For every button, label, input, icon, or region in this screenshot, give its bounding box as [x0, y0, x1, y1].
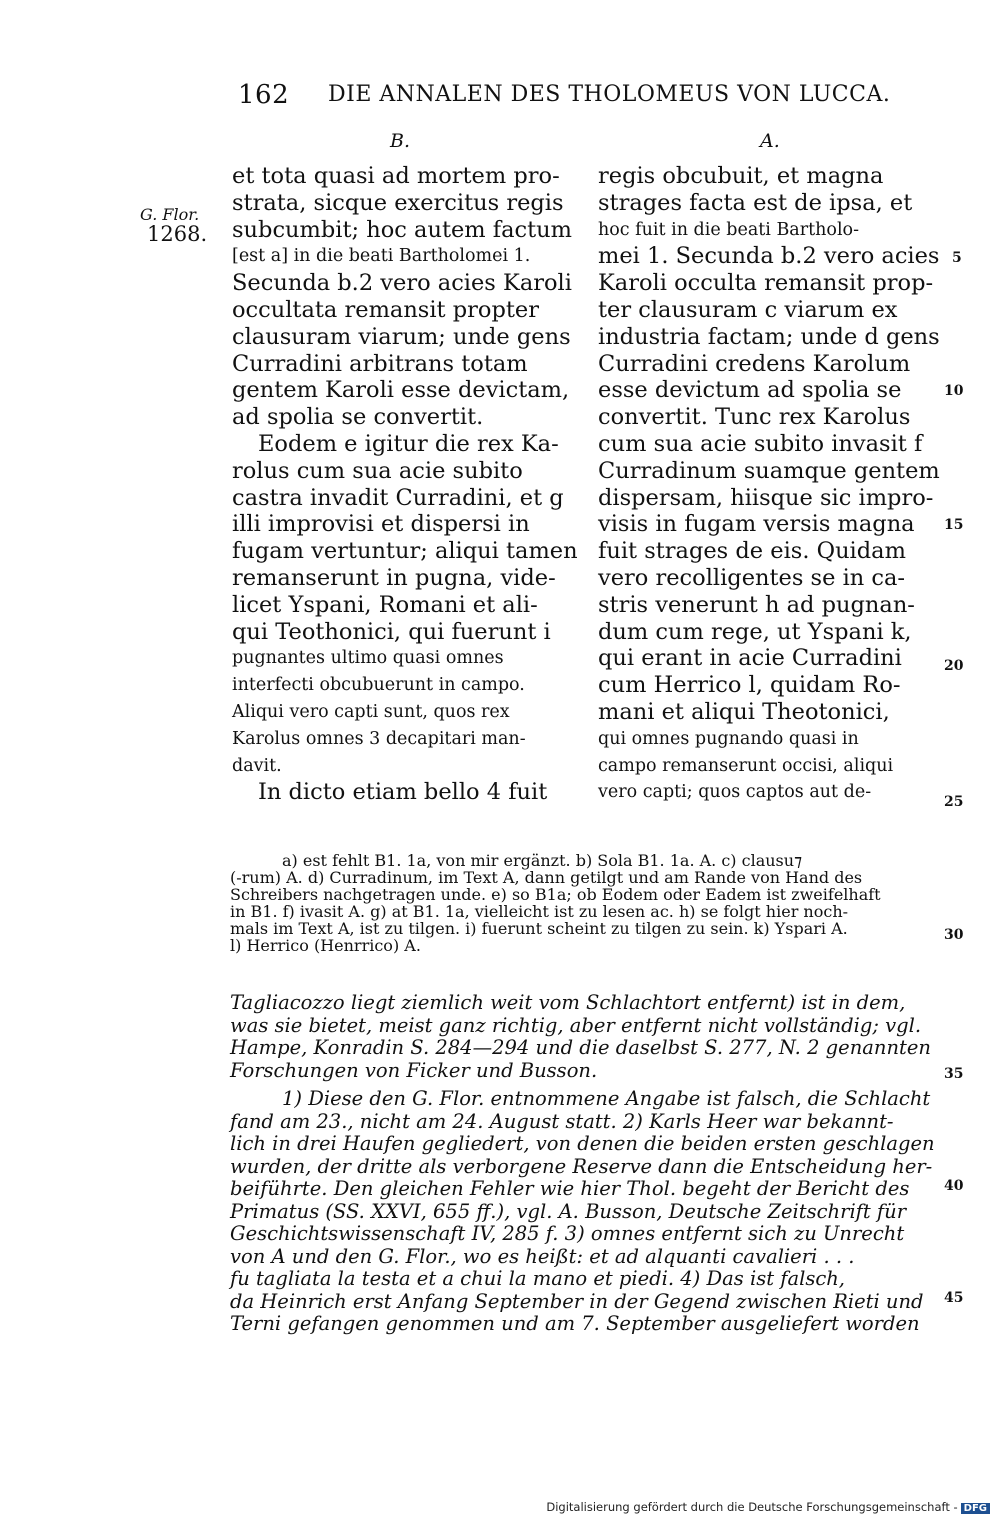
commentary-line: beiführte. Den gleichen Fehler wie hier Thol. begeht der Bericht des — [230, 1177, 910, 1200]
text-line: dum cum rege, ut Yspani k, — [598, 618, 912, 645]
text-line: strata, sicque exercitus regis — [232, 189, 564, 216]
text-line: visis in fugam versis magna — [598, 511, 915, 538]
text-line: interfecti obcubuerunt in campo. — [232, 675, 525, 696]
text-line: cum Herrico l, quidam Ro- — [598, 672, 901, 699]
text-line: et tota quasi ad mortem pro- — [232, 163, 560, 189]
note-line: (-rum) A. d) Curradinum, im Text A, dann getilgt und am Rande von Hand des — [230, 868, 863, 887]
note-line: Schreibers nachgetragen unde. e) so B1a; ob Eodem oder Eadem ist zweifelhaft — [230, 885, 881, 904]
line-number: 45 — [944, 1290, 964, 1306]
text-line: fuit strages de eis. Quidam — [598, 538, 906, 565]
text-line: industria factam; unde d gens — [598, 323, 940, 350]
commentary-line: von A und den G. Flor., wo es heißt: et ad alquanti cavalieri . . . — [230, 1244, 855, 1268]
text-line: remanserunt in pugna, vide- — [232, 564, 556, 591]
text-line: Aliqui vero capti sunt, quos rex — [232, 701, 510, 722]
text-line: strages facta est de ipsa, et — [598, 189, 913, 216]
running-title: DIE ANNALEN DES THOLOMEUS VON LUCCA. — [328, 82, 891, 107]
text-line: qui Teothonici, qui fuerunt i — [232, 618, 551, 645]
text-line: Karoli occulta remansit prop- — [598, 270, 934, 297]
text-line: gentem Karoli esse devictam, — [232, 377, 570, 404]
text-line: rolus cum sua acie subito — [232, 457, 523, 484]
text-line: vero recolligentes se in ca- — [598, 564, 906, 591]
line-number: 40 — [944, 1178, 964, 1194]
text-line: convertit. Tunc rex Karolus — [598, 404, 911, 431]
text-line: vero capti; quos captos aut de- — [598, 782, 872, 803]
note-line: l) Herrico (Henrrico) A. — [230, 936, 421, 955]
line-number: 10 — [944, 383, 964, 399]
commentary-line: wurden, der dritte als verborgene Reserve dann die Entscheidung her- — [230, 1154, 933, 1178]
commentary-line: Primatus (SS. XXVI, 655 ff.), vgl. A. Busson, Deutsche Zeitschrift für — [230, 1199, 907, 1223]
text-line: Curradini credens Karolum — [598, 350, 911, 377]
commentary-line: da Heinrich erst Anfang September in der Gegend zwischen Rieti und — [230, 1289, 924, 1313]
commentary-line: Terni gefangen genommen und am 7. September ausgeliefert worden — [230, 1312, 920, 1335]
line-number: 20 — [944, 658, 964, 674]
digitization-credit — [546, 1500, 990, 1514]
text-line: licet Yspani, Romani et ali- — [232, 591, 538, 618]
commentary-line: fand am 23., nicht am 24. August statt. 2) Karls Heer war bekannt- — [230, 1109, 894, 1133]
text-line: In dicto etiam bello 4 fuit — [258, 779, 548, 806]
text-line: campo remanserunt occisi, aliqui — [598, 755, 894, 776]
column-heading-b: B. — [390, 130, 411, 152]
line-number: 25 — [944, 794, 964, 810]
note-line: in B1. f) ivasit A. g) at B1. 1a, vielleicht ist zu lesen ac. h) se folgt hier noch- — [230, 902, 849, 921]
text-line: ad spolia se convertit. — [232, 404, 484, 431]
commentary — [230, 992, 936, 1336]
text-line: [est a] in die beati Bartholomei 1. — [232, 246, 531, 267]
commentary-line: Forschungen von Ficker und Busson. — [230, 1058, 598, 1082]
text-line: cum sua acie subito invasit f — [598, 430, 923, 457]
page-number: 162 — [238, 80, 290, 110]
text-line: stris venerunt h ad pugnan- — [598, 591, 915, 618]
line-number: 15 — [944, 517, 964, 533]
text-line: davit. — [232, 755, 282, 776]
line-number: 5 — [952, 250, 962, 266]
line-number: 30 — [944, 927, 964, 943]
note-line: a) est fehlt B1. 1a, von mir ergänzt. b) Sola B1. 1a. A. c) clausu⁊ — [282, 851, 803, 870]
text-line: clausuram viarum; unde gens — [232, 323, 571, 350]
text-line: mani et aliqui Theotonici, — [598, 698, 890, 725]
text-line: qui omnes pugnando quasi in — [598, 728, 859, 749]
text-line: Eodem e igitur die rex Ka- — [258, 430, 559, 457]
line-number: 35 — [944, 1066, 964, 1082]
text-line: castra invadit Curradini, et g — [232, 484, 564, 511]
text-line: Curradini arbitrans totam — [232, 350, 528, 377]
commentary-line: lich in drei Haufen gegliedert, von denen die beiden ersten geschlagen — [230, 1132, 935, 1155]
text-line: pugnantes ultimo quasi omnes — [232, 648, 504, 669]
text-line: mei 1. Secunda b.2 vero acies — [598, 243, 940, 270]
margin-source: G. Flor. — [140, 205, 200, 224]
column-b-text — [232, 163, 578, 806]
text-line: qui erant in acie Curradini — [598, 645, 902, 672]
margin-year: 1268. — [147, 222, 208, 246]
column-a-text — [598, 163, 938, 806]
text-line: fugam vertuntur; aliqui tamen — [232, 538, 578, 565]
text-line: dispersam, hiisque sic impro- — [598, 484, 934, 511]
commentary-line: 1) Diese den G. Flor. entnommene Angabe ist falsch, die Schlacht — [282, 1087, 931, 1110]
text-line: Secunda b.2 vero acies Karoli — [232, 270, 572, 297]
critical-apparatus — [230, 852, 936, 954]
commentary-line: was sie bietet, meist ganz richtig, aber entfernt nicht vollständig; vgl. — [230, 1013, 922, 1037]
commentary-line: Geschichtswissenschaft IV, 285 f. 3) omnes entfernt sich zu Unrecht — [230, 1222, 905, 1245]
text-line: subcumbit; hoc autem factum — [232, 216, 572, 243]
text-line: esse devictum ad spolia se — [598, 377, 902, 404]
commentary-line: fu tagliata la testa et a chui la mano et piedi. 4) Das ist falsch, — [230, 1267, 846, 1290]
text-line: illi improvisi et dispersi in — [232, 511, 530, 538]
dfg-logo: DFG — [961, 1503, 990, 1514]
text-line: hoc fuit in die beati Bartholo- — [598, 219, 859, 240]
commentary-line: Tagliacozzo liegt ziemlich weit vom Schlachtort entfernt) ist in dem, — [230, 991, 906, 1014]
credit-text: Digitalisierung gefördert durch die Deutsche Forschungsgemeinschaft - — [546, 1500, 958, 1514]
commentary-line: Hampe, Konradin S. 284—294 und die daselbst S. 277, N. 2 genannten — [230, 1036, 931, 1059]
text-line: regis obcubuit, et magna — [598, 163, 884, 189]
note-line: mals im Text A, ist zu tilgen. i) fuerunt scheint zu tilgen zu sein. k) Yspari A. — [230, 919, 848, 938]
column-heading-a: A. — [760, 130, 780, 152]
text-line: Karolus omnes 3 decapitari man- — [232, 728, 526, 749]
text-line: occultata remansit propter — [232, 296, 539, 323]
text-line: Curradinum suamque gentem — [598, 457, 940, 484]
text-line: ter clausuram c viarum ex — [598, 296, 898, 323]
